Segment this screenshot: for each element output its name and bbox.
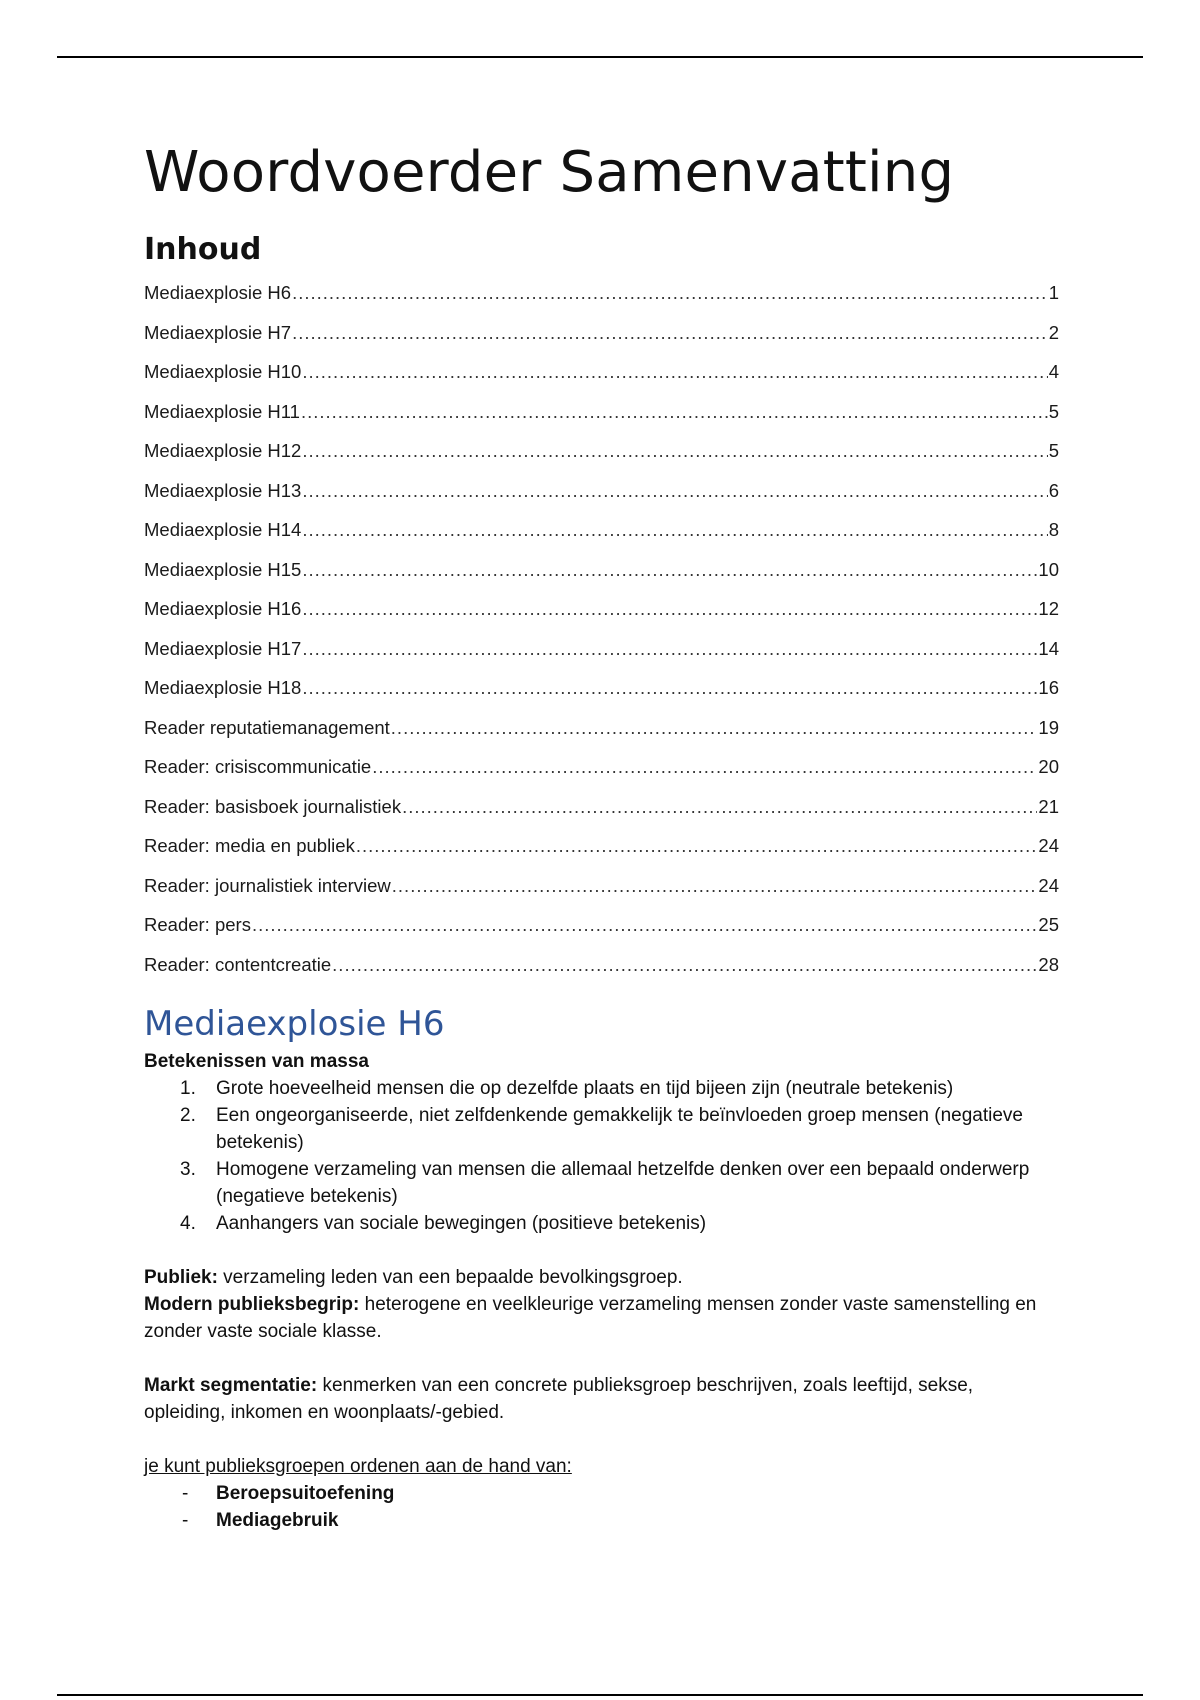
toc-leader-dots <box>292 282 1048 304</box>
table-of-contents <box>144 282 1059 993</box>
toc-entry[interactable] <box>144 756 1059 796</box>
toc-entry-label: Reader: journalistiek interview <box>144 874 391 896</box>
toc-leader-dots <box>302 559 1037 581</box>
toc-entry-page: 25 <box>1038 914 1059 935</box>
toc-entry-page: 10 <box>1038 558 1059 580</box>
publiek-paragraph <box>144 1264 1059 1291</box>
toc-entry[interactable] <box>144 677 1059 717</box>
toc-entry[interactable] <box>144 835 1059 875</box>
toc-entry-page: 5 <box>1048 400 1059 422</box>
toc-leader-dots <box>301 401 1048 423</box>
order-intro: je kunt publieksgroepen ordenen aan de hand van: <box>144 1456 572 1477</box>
toc-entry[interactable] <box>144 559 1059 599</box>
toc-entry[interactable] <box>144 480 1059 520</box>
toc-entry-page: 28 <box>1038 953 1059 975</box>
toc-leader-dots <box>302 638 1037 660</box>
meanings-list <box>144 1075 1059 1237</box>
toc-leader-dots <box>292 322 1048 344</box>
toc-entry[interactable] <box>144 954 1059 994</box>
toc-leader-dots <box>302 361 1047 383</box>
toc-entry[interactable] <box>144 914 1059 954</box>
toc-entry-label: Mediaexplosie H7 <box>144 321 292 343</box>
toc-leader-dots <box>302 519 1047 541</box>
list-text: Een ongeorganiseerde, niet zelfdenkende gemakkelijk te beïnvloeden groep mensen (negatieve betekenis) <box>216 1105 1023 1153</box>
toc-entry[interactable] <box>144 638 1059 678</box>
toc-entry-page: 12 <box>1038 598 1059 619</box>
order-list <box>144 1480 1059 1534</box>
toc-entry-label: Reader: crisiscommunicatie <box>144 756 372 777</box>
list-text: Homogene verzameling van mensen die allemaal hetzelfde denken over een bepaald onderwerp (negatieve betekenis) <box>216 1159 1030 1207</box>
toc-entry-label: Mediaexplosie H14 <box>144 519 302 540</box>
toc-entry-label: Reader: media en publiek <box>144 835 355 856</box>
toc-leader-dots <box>302 598 1037 620</box>
toc-entry-page: 24 <box>1038 835 1059 856</box>
toc-entry[interactable] <box>144 875 1059 915</box>
toc-entry[interactable] <box>144 440 1059 480</box>
document-title: Woordvoerder Samenvatting <box>144 140 955 205</box>
toc-entry-page: 2 <box>1048 321 1059 343</box>
publiek-term: Publiek: <box>144 1267 218 1288</box>
toc-entry-label: Mediaexplosie H13 <box>144 479 302 501</box>
list-number: 1. <box>180 1078 196 1099</box>
list-text: Mediagebruik <box>216 1510 339 1531</box>
toc-leader-dots <box>372 756 1037 778</box>
toc-entry-page: 20 <box>1038 756 1059 777</box>
subheading: Betekenissen van massa <box>144 1051 369 1072</box>
section-body <box>144 1048 1059 1534</box>
toc-entry[interactable] <box>144 282 1059 322</box>
list-number: 2. <box>180 1105 196 1126</box>
modern-paragraph <box>144 1291 1059 1345</box>
toc-entry-label: Mediaexplosie H17 <box>144 637 302 659</box>
toc-entry-label: Mediaexplosie H10 <box>144 361 302 382</box>
toc-entry-page: 4 <box>1048 361 1059 382</box>
modern-definition: heterogene en veelkleurige verzameling mensen zonder vaste samenstelling en zonder vaste sociale klasse. <box>144 1294 1037 1342</box>
toc-entry-label: Mediaexplosie H16 <box>144 598 302 619</box>
list-item <box>144 1102 1059 1156</box>
toc-entry-label: Reader reputatiemanagement <box>144 716 390 738</box>
list-item <box>144 1156 1059 1210</box>
toc-entry-label: Mediaexplosie H11 <box>144 400 300 422</box>
toc-entry-page: 21 <box>1038 795 1059 817</box>
toc-entry[interactable] <box>144 401 1059 441</box>
list-text: Grote hoeveelheid mensen die op dezelfde plaats en tijd bijeen zijn (neutrale betekenis) <box>216 1078 954 1099</box>
toc-entry[interactable] <box>144 322 1059 362</box>
list-item <box>144 1210 1059 1237</box>
toc-entry[interactable] <box>144 361 1059 401</box>
toc-entry-label: Reader: pers <box>144 914 251 935</box>
list-item <box>144 1507 1059 1534</box>
toc-leader-dots <box>302 677 1037 699</box>
toc-entry[interactable] <box>144 796 1059 836</box>
toc-leader-dots <box>332 954 1037 976</box>
list-number: 4. <box>180 1213 196 1234</box>
toc-entry-label: Mediaexplosie H15 <box>144 558 302 580</box>
toc-entry-page: 19 <box>1038 716 1059 738</box>
toc-entry-page: 16 <box>1038 677 1059 698</box>
toc-entry-page: 8 <box>1048 519 1059 540</box>
list-item <box>144 1075 1059 1102</box>
toc-leader-dots <box>391 717 1038 739</box>
toc-entry-page: 1 <box>1048 282 1059 303</box>
section-heading: Mediaexplosie H6 <box>144 1004 445 1044</box>
toc-entry-page: 14 <box>1038 637 1059 659</box>
toc-entry-page: 6 <box>1048 479 1059 501</box>
toc-entry-page: 24 <box>1038 874 1059 896</box>
publiek-definition: verzameling leden van een bepaalde bevolkingsgroep. <box>217 1267 683 1288</box>
toc-entry[interactable] <box>144 598 1059 638</box>
markt-paragraph <box>144 1372 1059 1426</box>
toc-leader-dots <box>252 914 1037 936</box>
list-text: Aanhangers van sociale bewegingen (positieve betekenis) <box>216 1213 707 1234</box>
toc-leader-dots <box>302 440 1047 462</box>
toc-entry-page: 5 <box>1048 440 1059 461</box>
toc-leader-dots <box>302 480 1047 502</box>
list-item <box>144 1480 1059 1507</box>
dash-bullet-icon: - <box>182 1510 189 1531</box>
list-text: Beroepsuitoefening <box>216 1483 395 1504</box>
header-rule <box>57 56 1143 58</box>
toc-entry[interactable] <box>144 717 1059 757</box>
list-number: 3. <box>180 1159 196 1180</box>
footer-rule <box>57 1694 1143 1696</box>
toc-leader-dots <box>402 796 1037 818</box>
toc-leader-dots <box>392 875 1038 897</box>
toc-entry-label: Mediaexplosie H12 <box>144 440 302 461</box>
markt-term: Markt segmentatie: <box>144 1375 318 1396</box>
toc-entry-label: Mediaexplosie H18 <box>144 677 302 698</box>
dash-bullet-icon: - <box>182 1483 189 1504</box>
toc-entry[interactable] <box>144 519 1059 559</box>
toc-leader-dots <box>356 835 1038 857</box>
toc-heading: Inhoud <box>144 232 262 267</box>
markt-definition: kenmerken van een concrete publieksgroep beschrijven, zoals leeftijd, sekse, opleiding, inkomen en woonplaats/-gebied. <box>144 1375 974 1423</box>
toc-entry-label: Reader: basisboek journalistiek <box>144 795 402 817</box>
toc-entry-label: Mediaexplosie H6 <box>144 282 292 303</box>
modern-term: Modern publieksbegrip: <box>144 1294 360 1315</box>
toc-entry-label: Reader: contentcreatie <box>144 953 332 975</box>
